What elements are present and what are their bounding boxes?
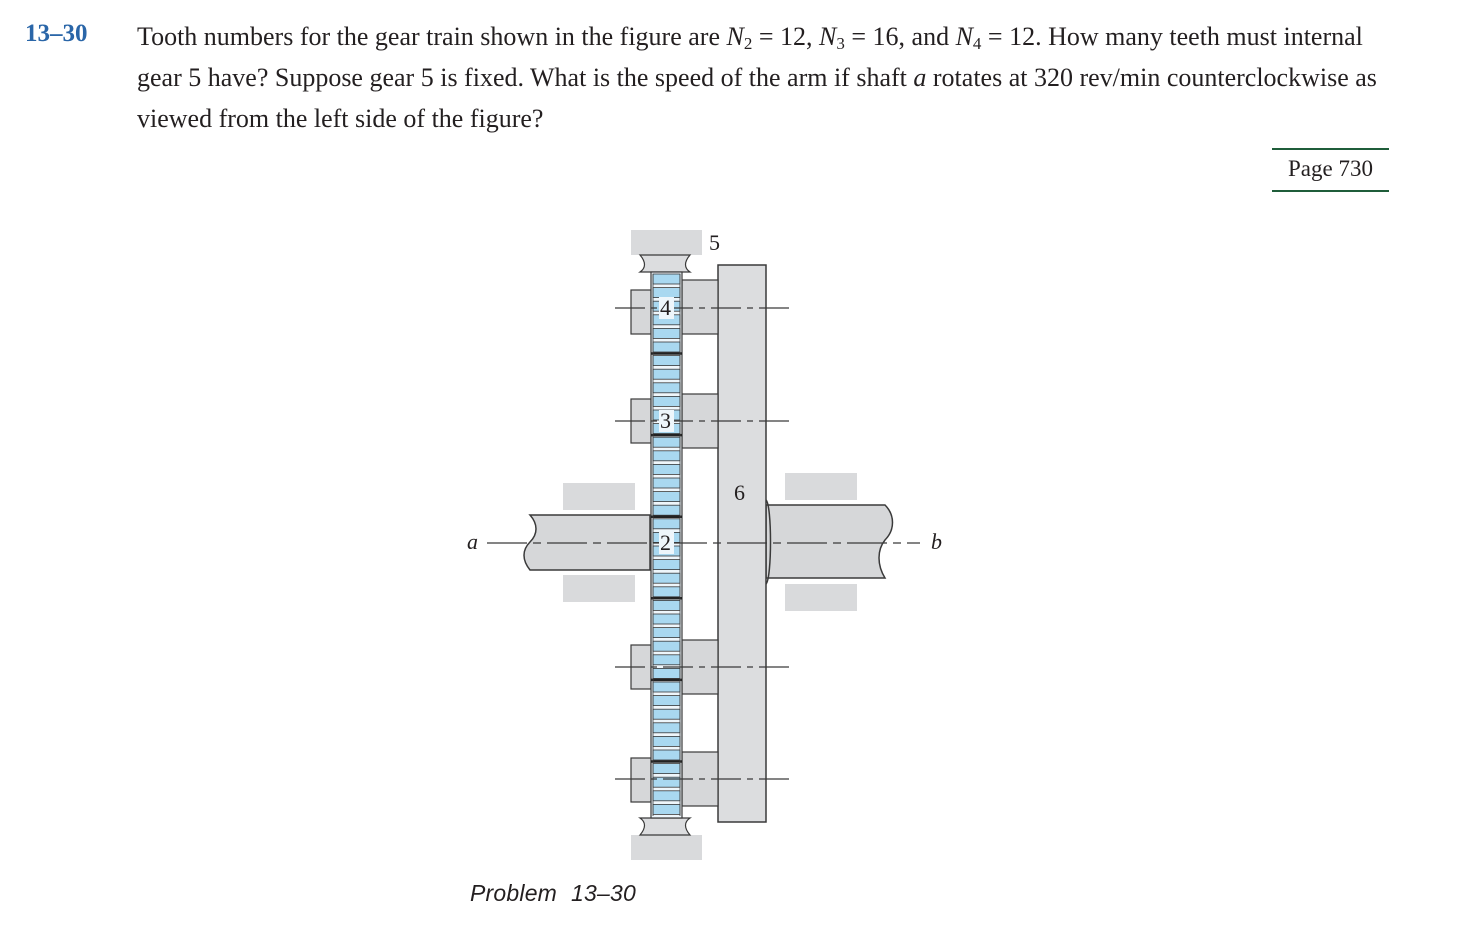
gear-tooth	[653, 396, 680, 406]
gear-tooth	[653, 736, 680, 746]
problem-text-intro: Tooth numbers for the gear train shown in the figure are	[137, 22, 727, 51]
gear-tooth	[653, 478, 680, 488]
gear-tooth	[653, 600, 680, 610]
gear5-top-flare	[640, 255, 690, 272]
planet4-hub	[631, 290, 651, 334]
gear-tooth	[653, 682, 680, 692]
gear-tooth	[653, 696, 680, 706]
gear-tooth	[653, 764, 680, 774]
label-gear5: 5	[709, 230, 720, 255]
gear-tooth	[653, 560, 680, 570]
n3-subscript: 3	[836, 34, 845, 53]
problem-number: 13–30	[25, 20, 88, 47]
shaft-a-symbol: a	[913, 63, 927, 92]
n2-value: = 12,	[752, 22, 820, 51]
planet-bottom-hub	[631, 758, 651, 802]
bearing-b-bottom	[785, 584, 857, 611]
caption-label: Problem	[470, 880, 558, 906]
gear-tooth	[653, 723, 680, 733]
bearing-a-bottom	[563, 575, 635, 602]
label-gear2: 2	[660, 530, 671, 555]
gear5-bottom-support	[631, 835, 702, 860]
page-reference: Page 730	[1272, 148, 1389, 192]
label-shaft-a: a	[467, 529, 478, 554]
gear-tooth	[653, 383, 680, 393]
gear-tooth	[653, 492, 680, 502]
n3-value: = 16, and	[844, 22, 956, 51]
label-shaft-b: b	[931, 529, 942, 554]
n4-symbol: N	[955, 22, 973, 51]
gear-tooth	[653, 628, 680, 638]
shaft-b	[766, 505, 893, 578]
caption-number: 13–30	[571, 880, 637, 906]
label-gear3: 3	[660, 408, 671, 433]
figure-caption	[470, 880, 636, 907]
n4-subscript: 4	[972, 34, 982, 53]
gear-tooth	[653, 573, 680, 583]
n3-symbol: N	[819, 22, 837, 51]
bearing-b-top	[785, 473, 857, 500]
gear-tooth	[653, 342, 680, 352]
gear-tooth	[653, 464, 680, 474]
gear-tooth	[653, 804, 680, 814]
n2-subscript: 2	[743, 34, 753, 53]
n2-symbol: N	[726, 22, 744, 51]
gear5-bottom-flare	[640, 818, 690, 835]
gear-tooth	[653, 328, 680, 338]
gear-tooth	[653, 750, 680, 760]
n4-value: = 12. How many teeth must internal gear 5 have? Suppose gear 5 is fixed. What is the speed of the arm if shaft	[137, 22, 1363, 92]
planet4-shaft	[682, 280, 718, 334]
label-arm6: 6	[734, 480, 745, 505]
center-lines	[487, 308, 920, 779]
gear-tooth	[653, 437, 680, 447]
gear-tooth	[653, 369, 680, 379]
gear-tooth	[653, 709, 680, 719]
gear-tooth	[653, 587, 680, 597]
gear-tooth	[653, 274, 680, 284]
gear-tooth	[653, 641, 680, 651]
label-gear4: 4	[660, 295, 671, 320]
gear-tooth	[653, 668, 680, 678]
gear-tooth	[653, 356, 680, 366]
gear-tooth	[653, 791, 680, 801]
gear-tooth	[653, 655, 680, 665]
gear-tooth	[653, 505, 680, 515]
gear-tooth	[653, 519, 680, 529]
bearing-a-top	[563, 483, 635, 510]
gear-tooth	[653, 614, 680, 624]
gear5-top-support	[631, 230, 702, 255]
problem-text-end: rotates at 320 rev/min counterclockwise as viewed from the left side of the figure?	[137, 63, 1377, 133]
gear-tooth	[653, 451, 680, 461]
